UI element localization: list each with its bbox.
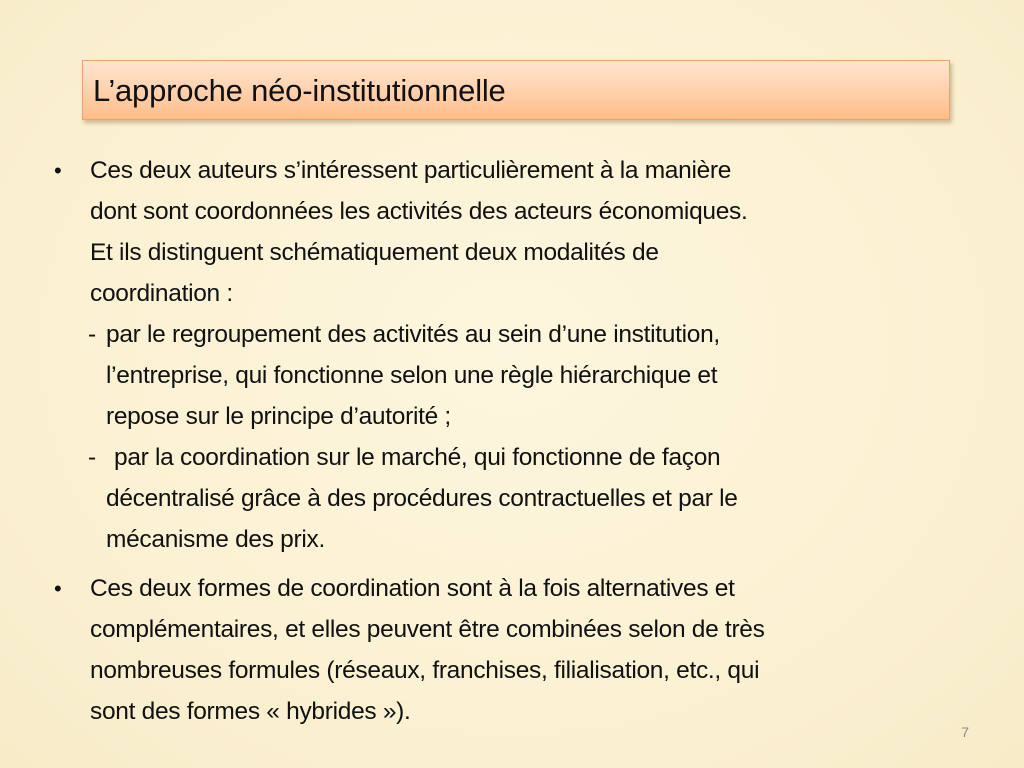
sub-marker: - [88,321,96,348]
page-number: 7 [961,724,969,740]
text-line: dont sont coordonnées les activités des acteurs économiques. [90,198,748,225]
sub-item [88,437,988,560]
text-line: décentralisé grâce à des procédures contractuelles et par le [106,485,738,512]
slide-content [48,150,988,732]
text-line: repose sur le principe d’autorité ; [106,403,451,430]
text-line: Ces deux auteurs s’intéressent particulièrement à la manière [90,157,732,184]
text-line: l’entreprise, qui fonctionne selon une règle hiérarchique et [106,362,718,389]
sub-item [88,314,988,437]
slide-title: L’approche néo-institutionnelle [93,72,506,108]
text-line: nombreuses formules (réseaux, franchises, filialisation, etc., qui [90,657,760,684]
bullet-marker: • [54,576,62,601]
text-line: Ces deux formes de coordination sont à la fois alternatives et [90,575,735,602]
text-line: Et ils distinguent schématiquement deux modalités de [90,239,659,266]
text-line: mécanisme des prix. [106,526,325,553]
text-line: sont des formes « hybrides »). [90,698,411,725]
bullet-item [48,568,988,732]
text-line: coordination : [90,280,233,307]
text-line: complémentaires, et elles peuvent être combinées selon de très [90,616,765,643]
sub-marker: - [88,444,96,471]
bullet-item [48,150,988,560]
text-line: par le regroupement des activités au sein d’une institution, [106,321,720,348]
text-line: par la coordination sur le marché, qui fonctionne de façon [114,444,721,471]
bullet-marker: • [54,158,62,183]
title-box [82,60,950,120]
